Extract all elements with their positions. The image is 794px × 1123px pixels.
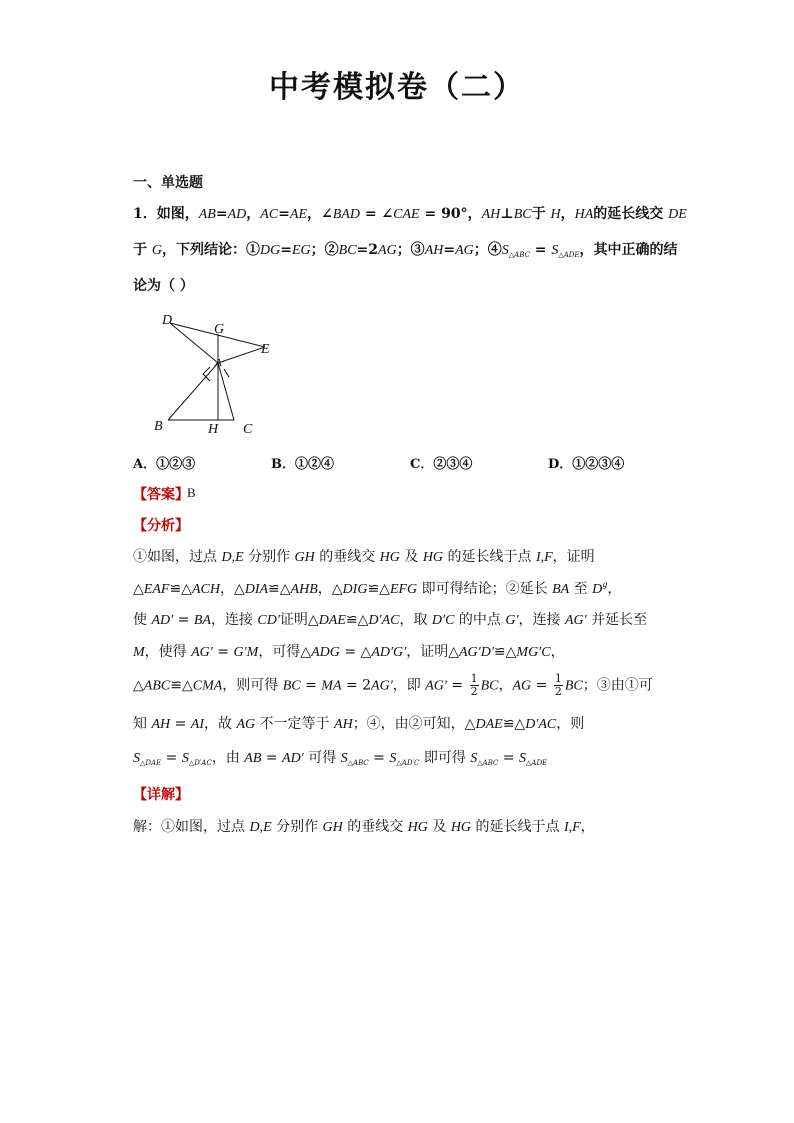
label-a: A: [215, 357, 222, 369]
detail-tag: 【详解】: [133, 787, 189, 803]
label-c: C: [243, 422, 253, 436]
segment-ab: [168, 363, 218, 420]
option-b[interactable]: B．①②④: [271, 457, 334, 472]
right-angle-mark-cae: [224, 369, 229, 377]
label-g: G: [214, 322, 225, 337]
question-line-2: 于 G，下列结论：①DG=EG；②BC=2AG；③AH=AG；$④S_{\triangle ABC} = S_{\triangle ADE}$，其中正确的结: [133, 242, 678, 259]
analysis-line-6: 知 AH = AI，故 AG 不一定等于 AH；④，由②可知，△DAE≌△D′AC，则: [133, 716, 585, 732]
segment-ae: [218, 347, 265, 363]
geometry-figure: [148, 306, 288, 436]
label-h: H: [208, 422, 219, 436]
analysis-line-2: △EAF≌△ACH，△DIA≌△AHB，△DIG≌△EFG 即可得结论；②延长 BA 至 $D^g$，: [133, 580, 622, 597]
analysis-line-7: $S_{\triangle DAE} = S_{\triangle D'AC}$，由 AB = AD′ 可得 $S_{\triangle ABC} = S_{\triangle AD'C}$ 即可得 $S_{\triangle ABC} = S_{\triangle ADE}$: [133, 750, 548, 767]
option-d[interactable]: D．①②③④: [548, 457, 625, 472]
page-title: 中考模拟卷（二）: [269, 70, 525, 105]
option-c[interactable]: C．②③④: [410, 457, 473, 472]
analysis-line-5: △ABC≌△CMA，则可得 BC = MA = 2AG′，即 AG′ = $\frac{1}{2}$ BC，AG = $\frac{1}{2}$ BC；③由①可: [133, 672, 653, 698]
answer-value: B: [187, 485, 196, 500]
label-d: D: [162, 313, 173, 328]
analysis-line-3: 使 AD′ = BA，连接 CD′证明△DAE≌△D′AC，取 D′C 的中点 G′，连接 AG′ 并延长至: [133, 612, 648, 628]
label-e: E: [261, 342, 270, 357]
option-a[interactable]: A．①②③: [133, 457, 196, 472]
analysis-tag: 【分析】: [133, 518, 189, 534]
analysis-line-1: ①如图，过点 D,E 分别作 GH 的垂线交 HG 及 HG 的延长线于点 I,F，证明: [133, 549, 595, 565]
question-line-1: 1．如图，AB=AD，AC=AE，∠BAD = ∠CAE = 90°，AH⊥BC于 H，HA的延长线交 DE: [133, 206, 687, 222]
section-heading: 一、单选题: [133, 175, 203, 191]
question-line-3: 论为（ ）: [133, 278, 194, 294]
analysis-line-4: M，使得 AG′ = G′M，可得△ADG = △AD′G′，证明△AG′D′≌△MG′C，: [133, 644, 565, 660]
answer-tag: 【答案】: [133, 487, 189, 503]
detail-line-1: 解：①如图，过点 D,E 分别作 GH 的垂线交 HG 及 HG 的延长线于点 I,F，: [133, 819, 595, 835]
label-b: B: [154, 419, 163, 434]
